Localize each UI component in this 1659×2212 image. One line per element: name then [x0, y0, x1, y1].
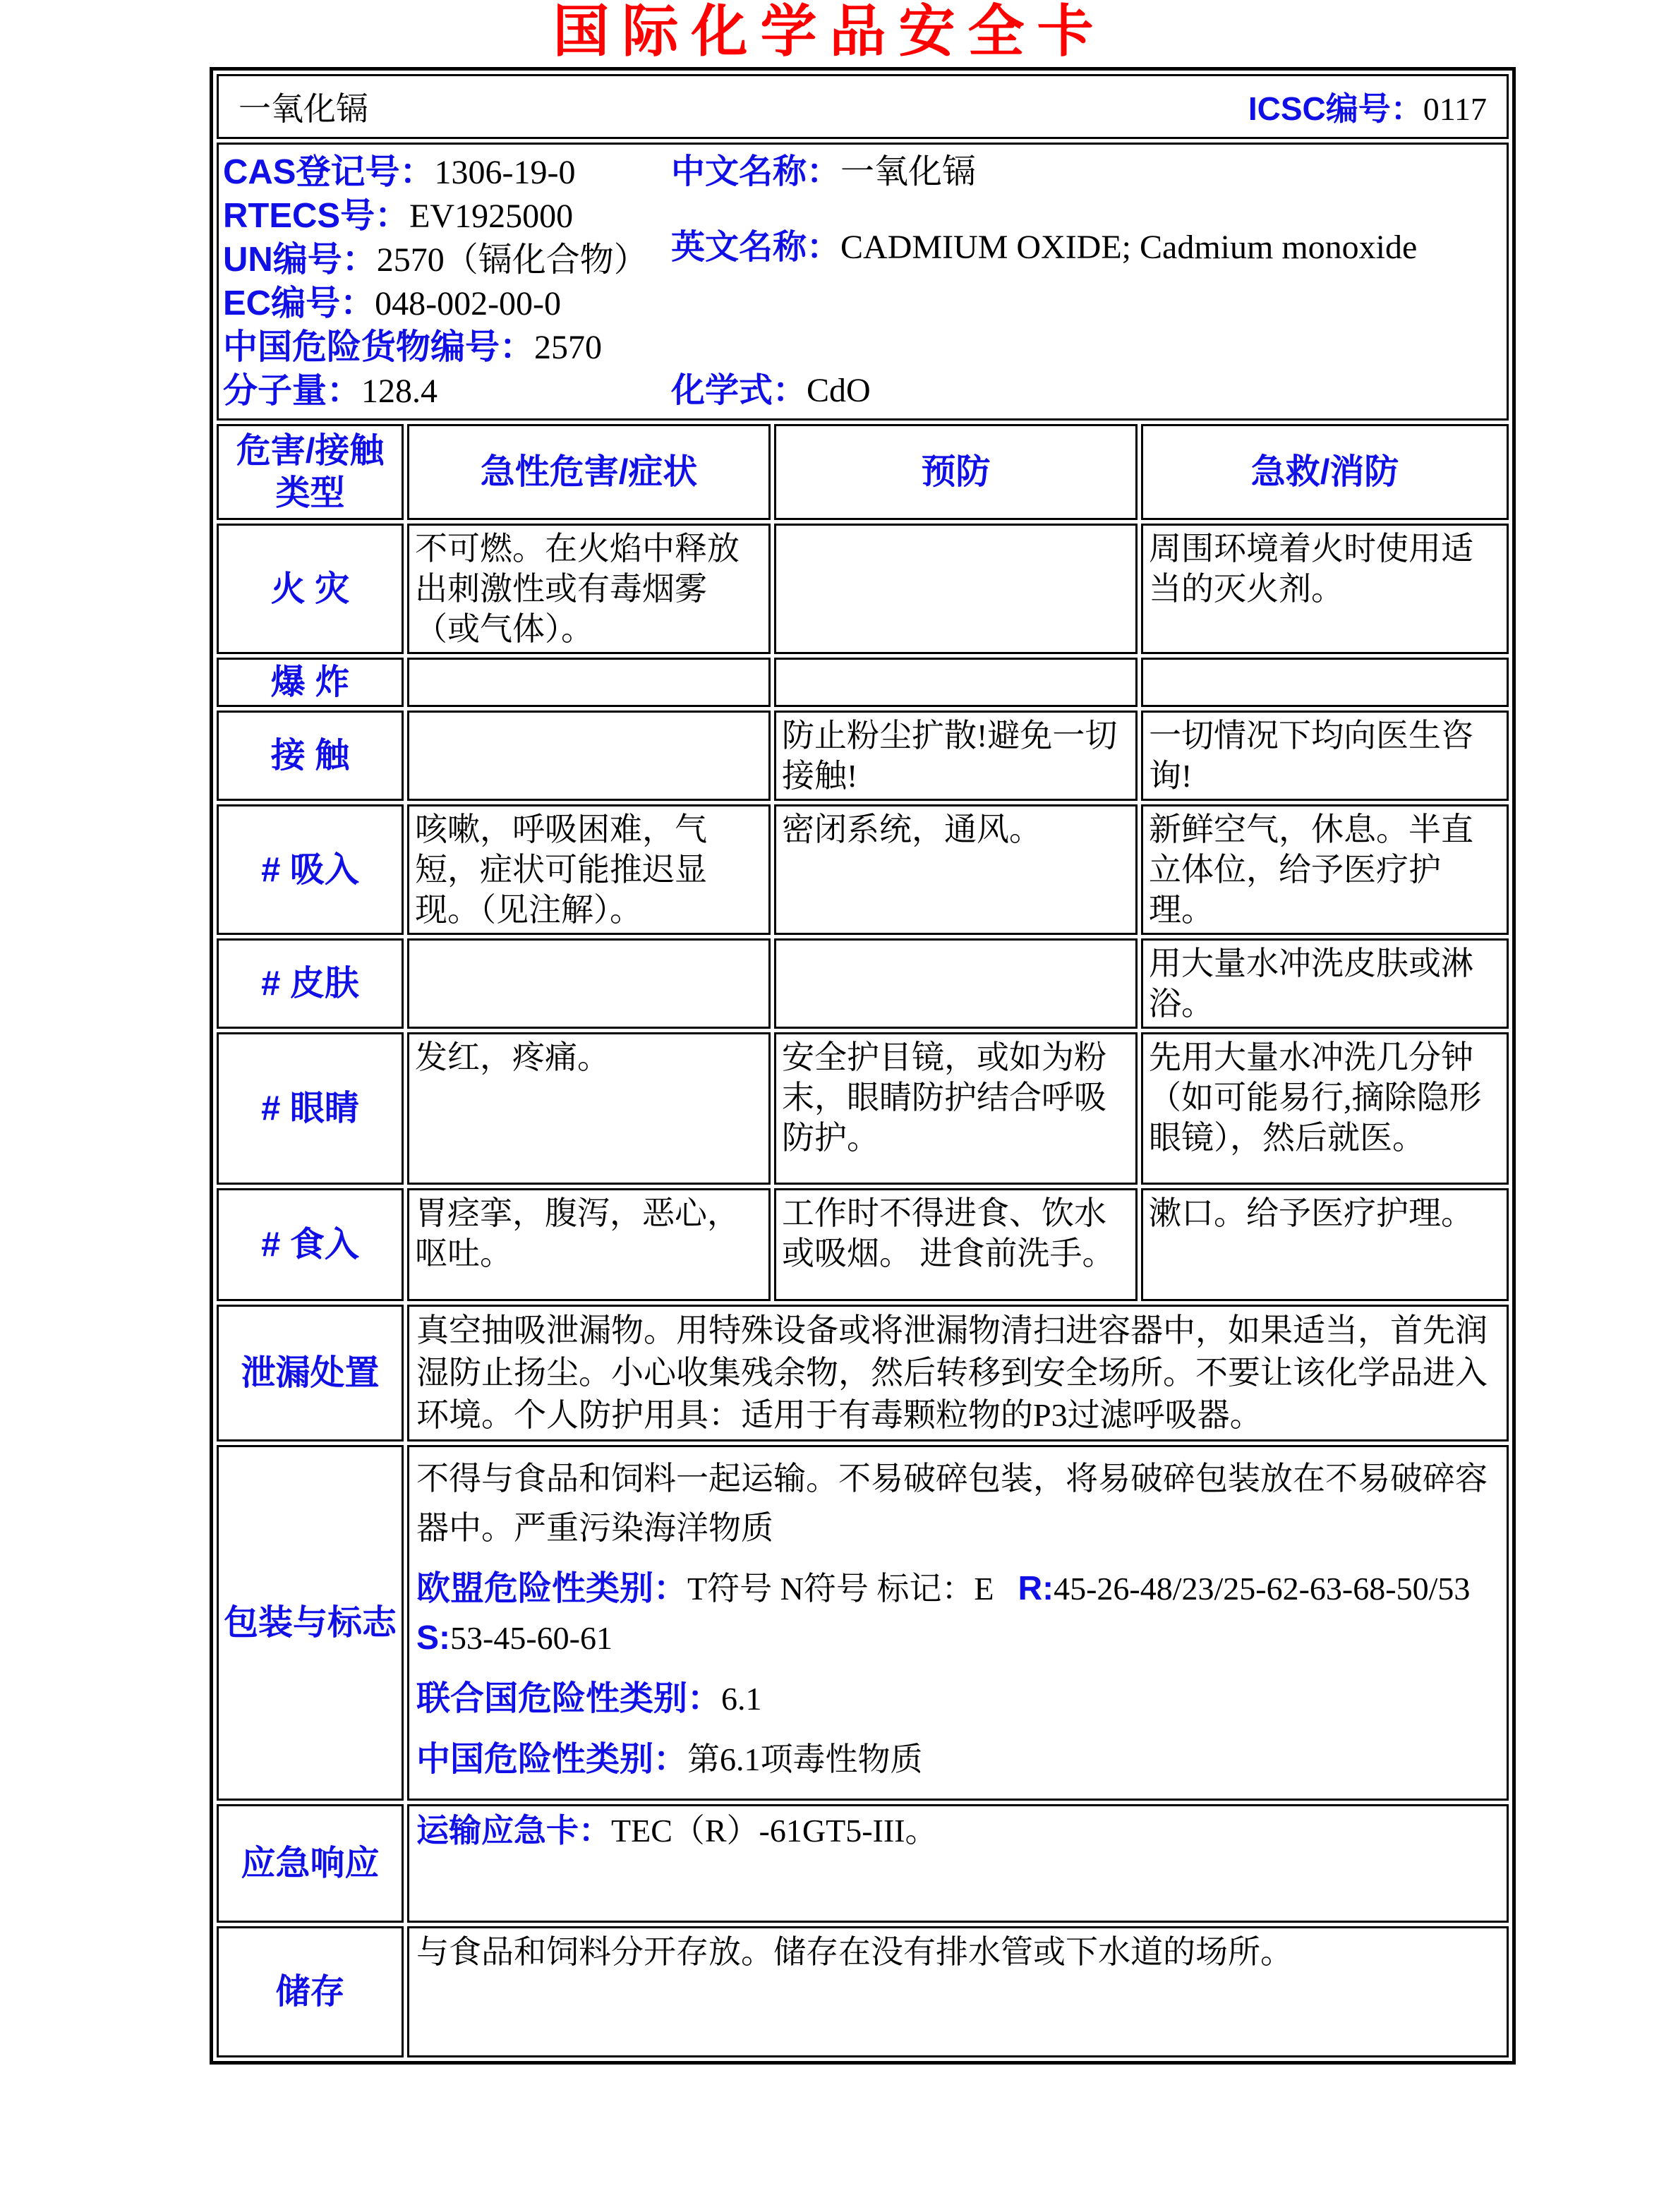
icsc-number-value: 0117	[1423, 91, 1488, 127]
exposure-prevention-cell: 防止粉尘扩散!避免一切接触!	[774, 711, 1138, 801]
skin-prevention-cell	[774, 938, 1138, 1029]
china-classification-line	[416, 1735, 1500, 1784]
s-phrases-value: 53-45-60-61	[450, 1620, 613, 1656]
emergency-response-row	[217, 1804, 1509, 1923]
inhalation-first-aid-cell: 新鲜空气，休息。半直立体位，给予医疗护理。	[1141, 804, 1509, 935]
identification-row	[217, 143, 1509, 421]
exposure-symptoms-cell	[407, 711, 771, 801]
eyes-label: # 眼睛	[217, 1032, 404, 1185]
transport-emergency-card-label: 运输应急卡：	[416, 1812, 611, 1849]
substance-header-cell	[217, 74, 1509, 139]
hazard-row-fire	[217, 524, 1509, 654]
inhalation-prevention-cell: 密闭系统，通风。	[774, 804, 1138, 935]
english-name-line	[671, 226, 1417, 270]
icsc-number	[1248, 83, 1487, 130]
ingestion-first-aid-cell: 漱口。给予医疗护理。	[1141, 1188, 1509, 1301]
skin-first-aid-cell: 用大量水冲洗皮肤或淋浴。	[1141, 938, 1509, 1029]
column-header-symptoms: 急性危害/症状	[407, 424, 771, 520]
hazard-row-inhalation	[217, 804, 1509, 935]
fire-symptoms-cell: 不可燃。在火焰中释放出刺激性或有毒烟雾（或气体）。	[407, 524, 771, 654]
ec-number-label: EC编号：	[223, 284, 375, 322]
eu-classification-label: 欧盟危险性类别：	[416, 1570, 688, 1607]
china-dg-number-label: 中国危险货物编号：	[223, 328, 535, 366]
explosion-prevention-cell	[774, 658, 1138, 707]
china-classification-value: 第6.1项毒性物质	[687, 1741, 923, 1777]
china-dg-number-value: 2570	[534, 329, 603, 366]
cas-number-value: 1306-19-0	[434, 154, 576, 191]
eu-classification-value: T符号 N符号 标记：E	[687, 1571, 994, 1607]
explosion-symptoms-cell	[407, 658, 771, 707]
hazard-row-eyes	[217, 1032, 1509, 1185]
packaging-row	[217, 1445, 1509, 1801]
english-name-value: CADMIUM OXIDE; Cadmium monoxide	[840, 229, 1418, 266]
storage-text: 与食品和饲料分开存放。储存在没有排水管或下水道的场所。	[407, 1926, 1509, 2057]
spill-disposal-row	[217, 1305, 1509, 1442]
column-header-prevention: 预防	[774, 424, 1138, 520]
chinese-name-value: 一氧化镉	[840, 153, 977, 191]
exposure-label: 接 触	[217, 711, 404, 801]
eyes-first-aid-cell: 先用大量水冲洗几分钟（如可能易行,摘除隐形眼镜），然后就医。	[1141, 1032, 1509, 1185]
molecular-weight-value: 128.4	[361, 373, 438, 410]
hazard-header-row	[217, 424, 1509, 520]
page-title: 国际化学品安全卡	[553, 1, 1106, 64]
packaging-cell	[407, 1445, 1509, 1801]
hazard-row-explosion	[217, 658, 1509, 707]
substance-name: 一氧化镉	[239, 91, 368, 127]
transport-emergency-card-value: TEC（R）-61GT5-III。	[611, 1813, 938, 1849]
ec-number-value: 048-002-00-0	[375, 285, 562, 322]
skin-label: # 皮肤	[217, 938, 404, 1029]
ingestion-symptoms-cell: 胃痉挛，腹泻，恶心，呕吐。	[407, 1188, 771, 1301]
identification-cell	[217, 143, 1509, 421]
icsc-card	[210, 67, 1516, 2065]
inhalation-label: # 吸入	[217, 804, 404, 935]
icsc-number-label: ICSC编号：	[1248, 90, 1423, 127]
eyes-symptoms-cell: 发红，疼痛。	[407, 1032, 771, 1185]
rtecs-number-value: EV1925000	[409, 198, 574, 235]
inhalation-symptoms-cell: 咳嗽，呼吸困难，气短，症状可能推迟显现。（见注解）。	[407, 804, 771, 935]
emergency-response-cell	[407, 1804, 1509, 1923]
formula-label: 化学式：	[671, 372, 807, 409]
eyes-prevention-cell: 安全护目镜，或如为粉末，眼睛防护结合呼吸防护。	[774, 1032, 1138, 1185]
skin-symptoms-cell	[407, 938, 771, 1029]
substance-header-row	[217, 74, 1509, 139]
formula-line	[671, 369, 871, 413]
english-name-label: 英文名称：	[671, 229, 841, 266]
emergency-response-label: 应急响应	[217, 1804, 404, 1923]
eu-classification-line	[416, 1564, 1500, 1663]
hazard-row-skin	[217, 938, 1509, 1029]
identification-box	[223, 150, 1502, 413]
storage-row	[217, 1926, 1509, 2057]
explosion-label: 爆 炸	[217, 658, 404, 707]
cas-number-label: CAS登记号：	[223, 153, 435, 191]
molecular-weight-label: 分子量：	[223, 372, 362, 410]
ingestion-prevention-cell: 工作时不得进食、饮水或吸烟。 进食前洗手。	[774, 1188, 1138, 1301]
packaging-label: 包装与标志	[217, 1445, 404, 1801]
rtecs-number-label: RTECS号：	[223, 197, 410, 235]
fire-prevention-cell	[774, 524, 1138, 654]
chinese-name-line	[671, 150, 976, 194]
column-header-hazard-type: 危害/接触 类型	[217, 424, 404, 520]
un-number-value: 2570（镉化合物）	[376, 241, 648, 279]
ingestion-label: # 食入	[217, 1188, 404, 1301]
china-dg-number-line	[223, 325, 1502, 369]
spill-disposal-label: 泄漏处置	[217, 1305, 404, 1442]
packaging-transport-text: 不得与食品和饲料一起运输。不易破碎包装，将易破碎包装放在不易破碎容器中。严重污染海洋物质	[416, 1461, 1488, 1546]
china-classification-label: 中国危险性类别：	[416, 1741, 688, 1778]
ec-number-line	[223, 282, 1502, 325]
un-classification-line	[416, 1674, 1500, 1724]
exposure-first-aid-cell: 一切情况下均向医生咨询!	[1141, 711, 1509, 801]
column-header-first-aid: 急救/消防	[1141, 424, 1509, 520]
hazard-row-exposure	[217, 711, 1509, 801]
hazard-row-ingestion	[217, 1188, 1509, 1301]
explosion-first-aid-cell	[1141, 658, 1509, 707]
chinese-name-label: 中文名称：	[671, 153, 841, 191]
un-classification-value: 6.1	[721, 1681, 762, 1717]
r-phrases-value: 45-26-48/23/25-62-63-68-50/53	[1054, 1571, 1471, 1607]
fire-first-aid-cell: 周围环境着火时使用适当的灭火剂。	[1141, 524, 1509, 654]
fire-label: 火 灾	[217, 524, 404, 654]
formula-value: CdO	[807, 372, 871, 409]
un-number-label: UN编号：	[223, 241, 377, 279]
r-phrases-label: R:	[1018, 1570, 1054, 1607]
storage-label: 储存	[217, 1926, 404, 2057]
spill-disposal-text: 真空抽吸泄漏物。用特殊设备或将泄漏物清扫进容器中，如果适当，首先润湿防止扬尘。小心收集残余物，然后转移到安全场所。不要让该化学品进入环境。个人防护用具：适用于有毒颗粒物的P3过滤呼吸器。	[407, 1305, 1509, 1442]
un-classification-label: 联合国危险性类别：	[416, 1680, 722, 1717]
s-phrases-label: S:	[416, 1619, 450, 1657]
